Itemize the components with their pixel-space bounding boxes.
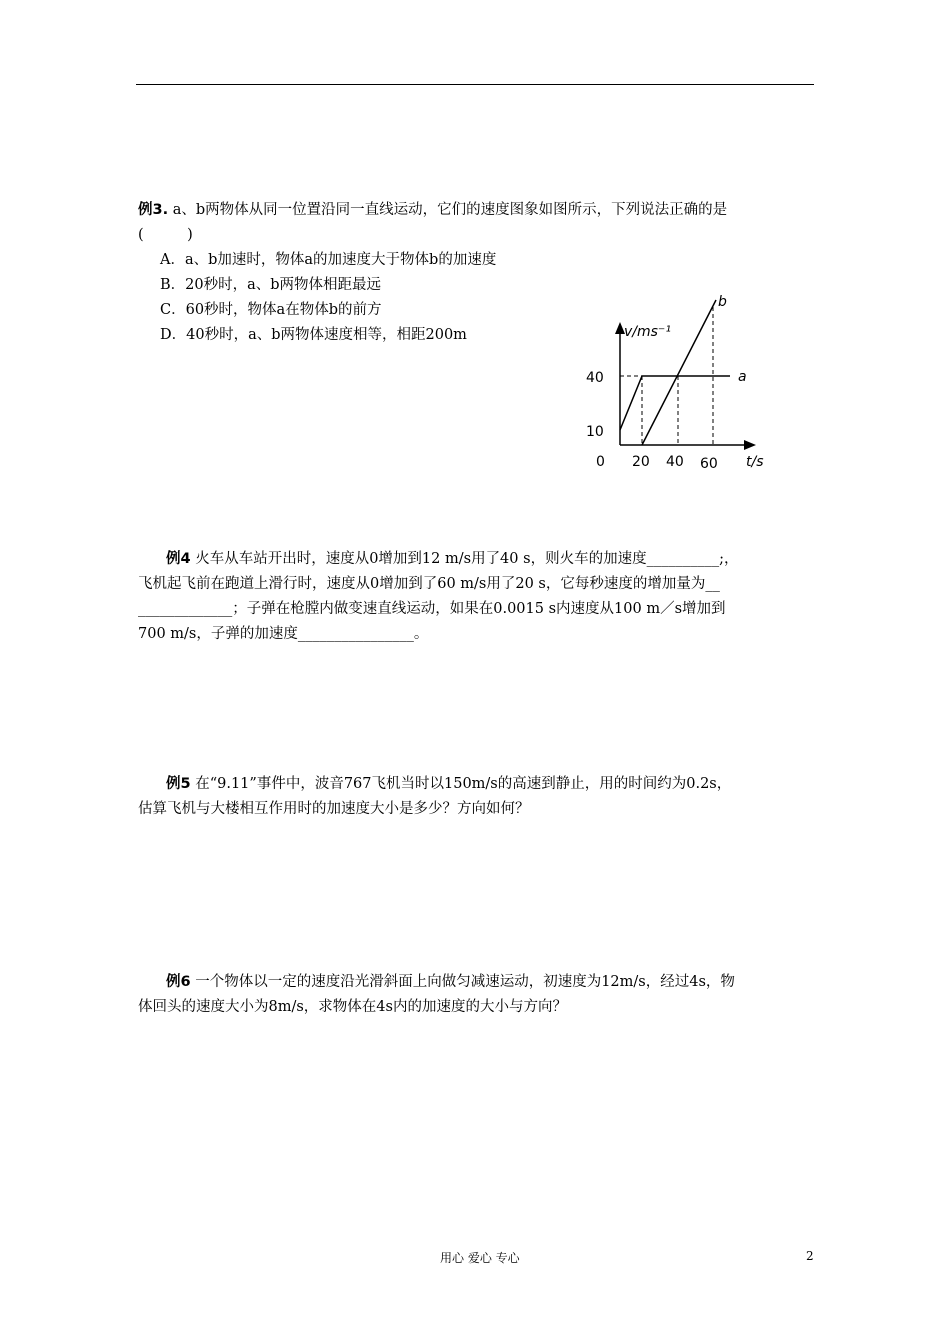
question-4-line-4: 700 m/s，子弹的加速度________________。 (138, 626, 429, 642)
x-tick-40: 40 (666, 454, 684, 470)
question-6-line-2: 体回头的速度大小为8m/s，求物体在4s内的加速度的大小与方向？ (138, 999, 567, 1015)
option-d: D．40秒时，a、b两物体速度相等，相距200m (160, 327, 467, 343)
x-tick-60: 60 (700, 456, 718, 472)
question-3-text: a、b两物体从同一位置沿同一直线运动，它们的速度图象如图所示，下列说法正确的是 (168, 202, 728, 218)
question-3-label: 例3. (138, 202, 169, 218)
x-tick-0: 0 (596, 454, 605, 470)
question-5-label: 例5 (166, 776, 191, 792)
question-6-text-1: 一个物体以一定的速度沿光滑斜面上向做匀减速运动，初速度为12m/s，经过4s，物 (190, 974, 735, 990)
question-4-text-1: 火车从车站开出时，速度从0增加到12 m/s用了40 s，则火车的加速度__________;， (190, 551, 739, 567)
y-tick-40: 40 (586, 370, 604, 386)
question-5 (138, 772, 818, 822)
page-number: 2 (806, 1249, 814, 1263)
question-6-line-1 (138, 970, 818, 995)
footer-slogan: 用心 爱心 专心 (440, 1251, 520, 1265)
header-rule (136, 84, 814, 85)
question-3-stem (138, 198, 818, 223)
x-axis-arrow (744, 440, 756, 450)
question-5-line-1 (138, 772, 818, 797)
line-b-label: b (718, 294, 727, 310)
question-3-paren: ( ) (138, 227, 193, 243)
x-axis-label: t/s (746, 454, 764, 470)
question-5-text-1: 在“9.11”事件中，波音767飞机当时以150m/s的高速到静止，用的时间约为0.2s， (190, 776, 732, 792)
question-5-line-2: 估算飞机与大楼相互作用时的加速度大小是多少？方向如何？ (138, 801, 530, 817)
question-6 (138, 970, 818, 1020)
velocity-time-graph (578, 292, 778, 477)
question-4 (138, 547, 818, 647)
y-axis-label: v/ms⁻¹ (624, 324, 671, 340)
option-a: A．a、b加速时，物体a的加速度大于物体b的加速度 (160, 252, 497, 268)
x-tick-20: 20 (632, 454, 650, 470)
question-4-line-3: _____________；子弹在枪膛内做变速直线运动，如果在0.0015 s内速度从100 m／s增加到 (138, 601, 726, 617)
y-tick-10: 10 (586, 424, 604, 440)
question-4-line-1 (138, 547, 818, 572)
question-6-label: 例6 (166, 974, 191, 990)
question-4-line-2: 飞机起飞前在跑道上滑行时，速度从0增加到了60 m/s用了20 s，它每秒速度的增加量为__ (138, 576, 720, 592)
line-b (642, 300, 716, 445)
line-a-label: a (738, 369, 747, 385)
question-4-label: 例4 (166, 551, 191, 567)
option-b: B．20秒时，a、b两物体相距最远 (160, 277, 382, 293)
option-c: C．60秒时，物体a在物体b的前方 (160, 302, 382, 318)
